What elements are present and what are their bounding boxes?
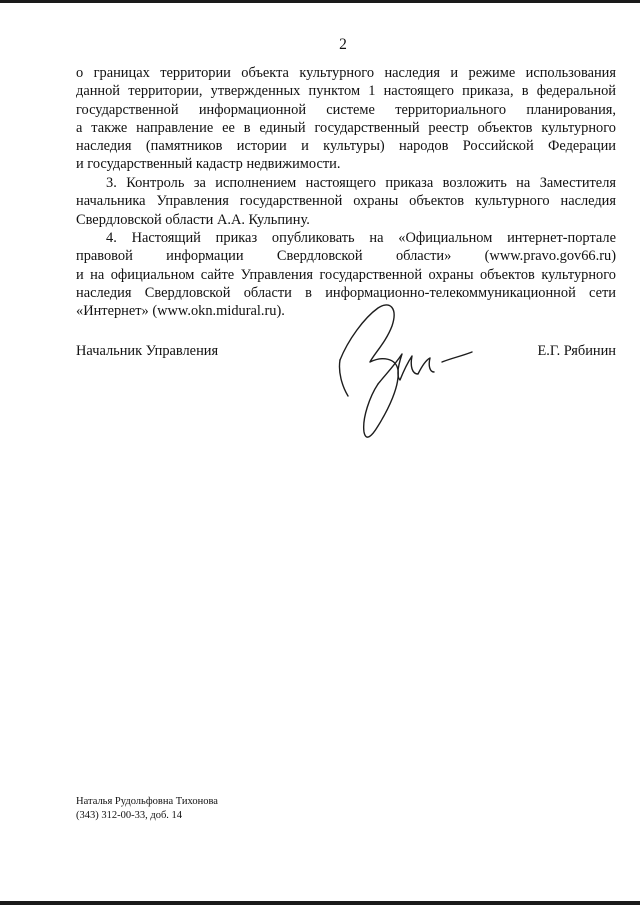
text-line: 3. Контроль за исполнением настоящего приказа возложить на Заместителя bbox=[106, 175, 616, 191]
text-line: а также направление ее в единый государственный реестр объектов культурного bbox=[76, 119, 616, 136]
contact-person: Наталья Рудольфовна Тихонова bbox=[76, 796, 218, 807]
signatory-name: Е.Г. Рябинин bbox=[537, 343, 616, 359]
signatory-position: Начальник Управления bbox=[76, 343, 219, 359]
page-number: 2 bbox=[339, 36, 347, 53]
text-line: 4. Настоящий приказ опубликовать на «Официальном интернет-портале bbox=[106, 230, 616, 246]
text-line: о границах территории объекта культурного наследия и режиме использования bbox=[76, 65, 616, 81]
handwritten-signature bbox=[334, 300, 484, 450]
text-line: государственной информационной системе территориального планирования, bbox=[76, 101, 616, 118]
text-line: Свердловской области А.А. Кульпину. bbox=[76, 211, 310, 228]
text-line: и государственный кадастр недвижимости. bbox=[76, 156, 341, 173]
text-line: правовой информации Свердловской области» (www.pravo.gov66.ru) bbox=[76, 248, 616, 265]
contact-info bbox=[76, 795, 218, 822]
scan-top-edge bbox=[0, 0, 640, 3]
text-line: наследия (памятников истории и культуры) народов Российской Федерации bbox=[76, 138, 616, 155]
text-line: и на официальном сайте Управления государственной охраны объектов культурного bbox=[76, 266, 616, 283]
scan-bottom-edge bbox=[0, 901, 640, 905]
text-line: начальника Управления государственной охраны объектов культурного наследия bbox=[76, 193, 616, 210]
text-line: наследия Свердловской области в информационно-телекоммуникационной сети bbox=[76, 284, 616, 301]
text-line: «Интернет» (www.okn.midural.ru). bbox=[76, 303, 285, 320]
paragraph-publication-gis bbox=[76, 64, 616, 174]
signature-block bbox=[76, 342, 616, 362]
paragraph-item-3-control bbox=[76, 174, 616, 229]
text-line: данной территории, утвержденных пунктом 1 настоящего приказа, в федеральной bbox=[76, 83, 616, 100]
contact-phone: (343) 312-00-33, доб. 14 bbox=[76, 809, 183, 821]
